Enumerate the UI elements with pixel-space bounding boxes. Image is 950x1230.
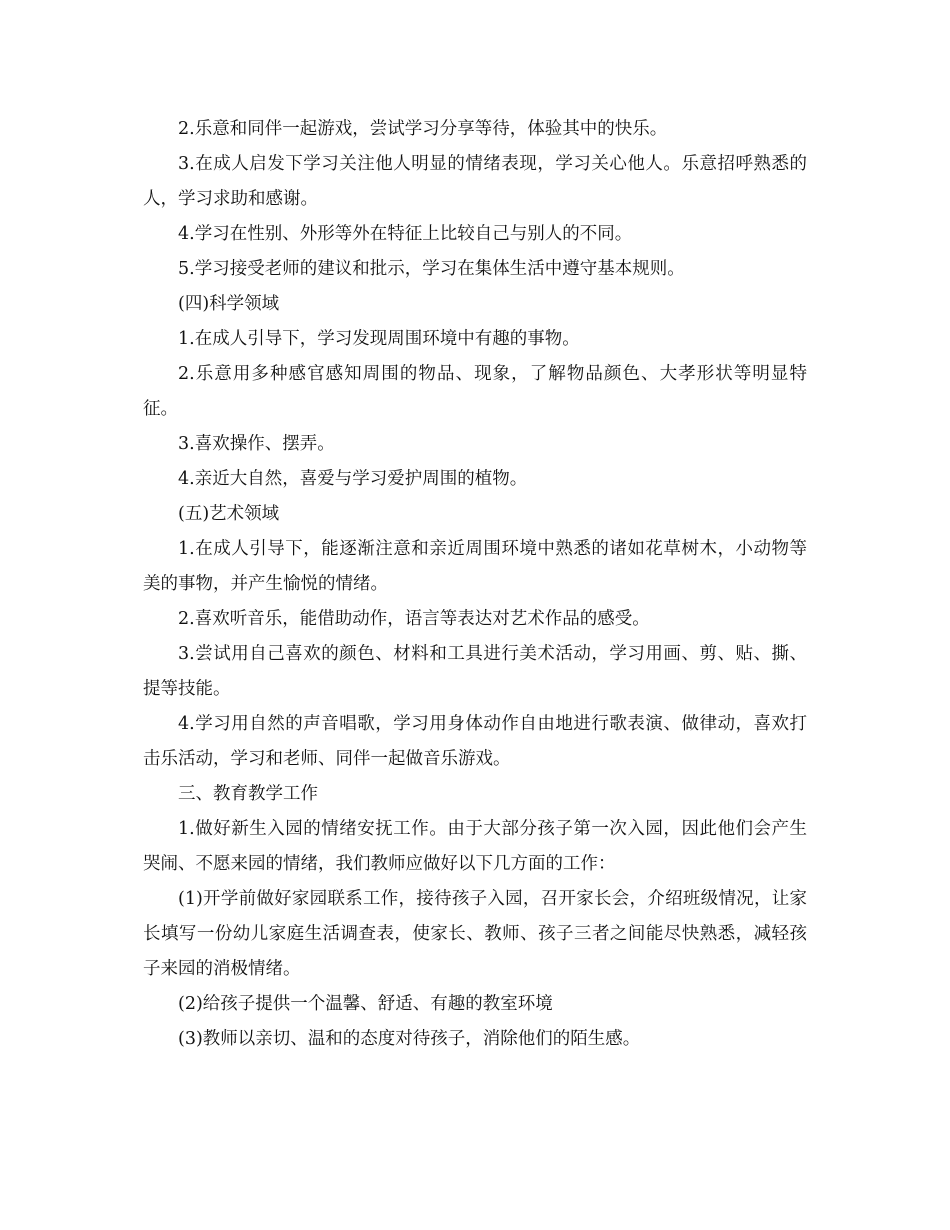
paragraph-art-1: 1.在成人引导下，能逐渐注意和亲近周围环境中熟悉的诸如花草树木，小动物等美的事物，并产生愉悦的情绪。 [143, 539, 807, 594]
section-heading-science: (四)科学领域 [178, 294, 280, 314]
paragraph-art-3: 3.尝试用自己喜欢的颜色、材料和工具进行美术活动，学习用画、剪、贴、撕、提等技能。 [143, 644, 807, 699]
paragraph-social-5: 5.学习接受老师的建议和批示，学习在集体生活中遵守基本规则。 [178, 259, 685, 279]
paragraph-social-4: 4.学习在性别、外形等外在特征上比较自己与别人的不同。 [178, 224, 633, 244]
paragraph-teaching-1-3: (3)教师以亲切、温和的态度对待孩子，消除他们的陌生感。 [178, 1029, 641, 1049]
paragraph-teaching-1: 1.做好新生入园的情绪安抚工作。由于大部分孩子第一次入园，因此他们会产生哭闹、不愿来园的情绪，我们教师应做好以下几方面的工作： [143, 819, 807, 874]
section-heading-art: (五)艺术领域 [178, 504, 280, 524]
paragraph-science-2: 2.乐意用多种感官感知周围的物品、现象，了解物品颜色、大孝形状等明显特征。 [143, 364, 807, 419]
paragraph-teaching-1-2: (2)给孩子提供一个温馨、舒适、有趣的教室环境 [178, 994, 553, 1014]
paragraph-social-2: 2.乐意和同伴一起游戏，尝试学习分享等待，体验其中的快乐。 [178, 119, 668, 139]
paragraph-science-1: 1.在成人引导下，学习发现周围环境中有趣的事物。 [178, 329, 580, 349]
section-heading-teaching: 三、教育教学工作 [178, 784, 318, 804]
paragraph-science-3: 3.喜欢操作、摆弄。 [178, 434, 335, 454]
document-page [143, 112, 807, 1057]
paragraph-teaching-1-1: (1)开学前做好家园联系工作，接待孩子入园，召开家长会，介绍班级情况，让家长填写一份幼儿家庭生活调查表，使家长、教师、孩子三者之间能尽快熟悉，减轻孩子来园的消极情绪。 [143, 889, 807, 979]
paragraph-social-3: 3.在成人启发下学习关注他人明显的情绪表现，学习关心他人。乐意招呼熟悉的人，学习求助和感谢。 [143, 154, 807, 209]
paragraph-art-2: 2.喜欢听音乐，能借助动作，语言等表达对艺术作品的感受。 [178, 609, 650, 629]
paragraph-art-4: 4.学习用自然的声音唱歌，学习用身体动作自由地进行歌表演、做律动，喜欢打击乐活动，学习和老师、同伴一起做音乐游戏。 [143, 714, 807, 769]
paragraph-science-4: 4.亲近大自然，喜爱与学习爱护周围的植物。 [178, 469, 528, 489]
